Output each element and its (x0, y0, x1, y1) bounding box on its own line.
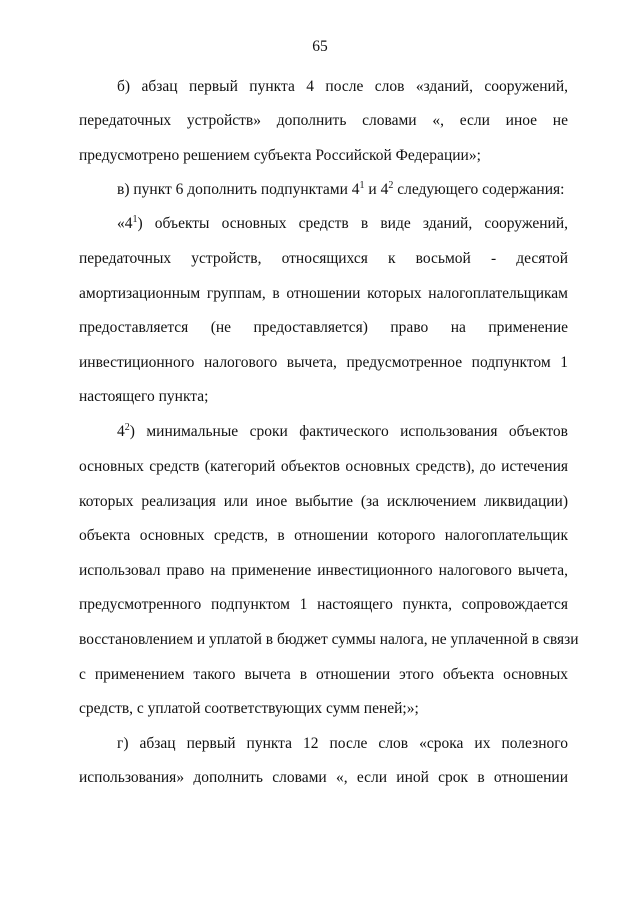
text-line: объекта основных средств, в отношении которого налогоплательщик (79, 527, 568, 544)
text-segment: «4 (117, 215, 133, 232)
text-segment: ) объекты основных средств в виде зданий, сооружений, (137, 215, 568, 232)
text-line: настоящего пункта; (79, 388, 209, 405)
superscript: 2 (124, 422, 130, 433)
text-line: основных средств (категорий объектов основных средств), до истечения (79, 458, 568, 475)
text-line: амортизационным группам, в отношении которых налогоплательщикам (79, 285, 568, 302)
text-line: восстановлением и уплатой в бюджет суммы налога, не уплаченной в связи (79, 631, 579, 648)
text-line (117, 215, 568, 233)
text-line: б) абзац первый пункта 4 после слов «зданий, сооружений, (117, 78, 568, 95)
text-line: предусмотрено решением субъекта Российской Федерации»; (79, 147, 481, 164)
superscript: 2 (388, 180, 394, 191)
text-line (117, 181, 568, 199)
superscript: 1 (359, 180, 365, 191)
text-segment: следующего содержания: (393, 181, 565, 198)
page-number: 65 (312, 38, 328, 55)
text-segment: ) минимальные сроки фактического использования объектов (129, 423, 568, 440)
text-line: передаточных устройств, относящихся к восьмой - десятой (79, 250, 568, 267)
text-line: предоставляется (не предоставляется) право на применение (79, 319, 568, 336)
superscript: 1 (132, 214, 138, 225)
text-line: средств, с уплатой соответствующих сумм пеней;»; (79, 700, 419, 717)
text-line: использования» дополнить словами «, если иной срок в отношении (79, 769, 568, 786)
text-line: передаточных устройств» дополнить словами «, если иное не (79, 112, 568, 129)
text-line: инвестиционного налогового вычета, предусмотренное подпунктом 1 (79, 354, 568, 371)
text-line (117, 423, 568, 441)
text-line: с применением такого вычета в отношении этого объекта основных (79, 666, 568, 683)
text-line: которых реализация или иное выбытие (за исключением ликвидации) (79, 493, 568, 510)
text-line: г) абзац первый пункта 12 после слов «срока их полезного (117, 735, 568, 752)
text-line: предусмотренного подпунктом 1 настоящего пункта, сопровождается (79, 596, 568, 613)
text-segment: в) пункт 6 дополнить подпунктами 4 (117, 181, 360, 198)
text-line: использовал право на применение инвестиционного налогового вычета, (79, 562, 568, 579)
text-segment: 4 (117, 423, 125, 440)
text-segment: и 4 (364, 181, 389, 198)
